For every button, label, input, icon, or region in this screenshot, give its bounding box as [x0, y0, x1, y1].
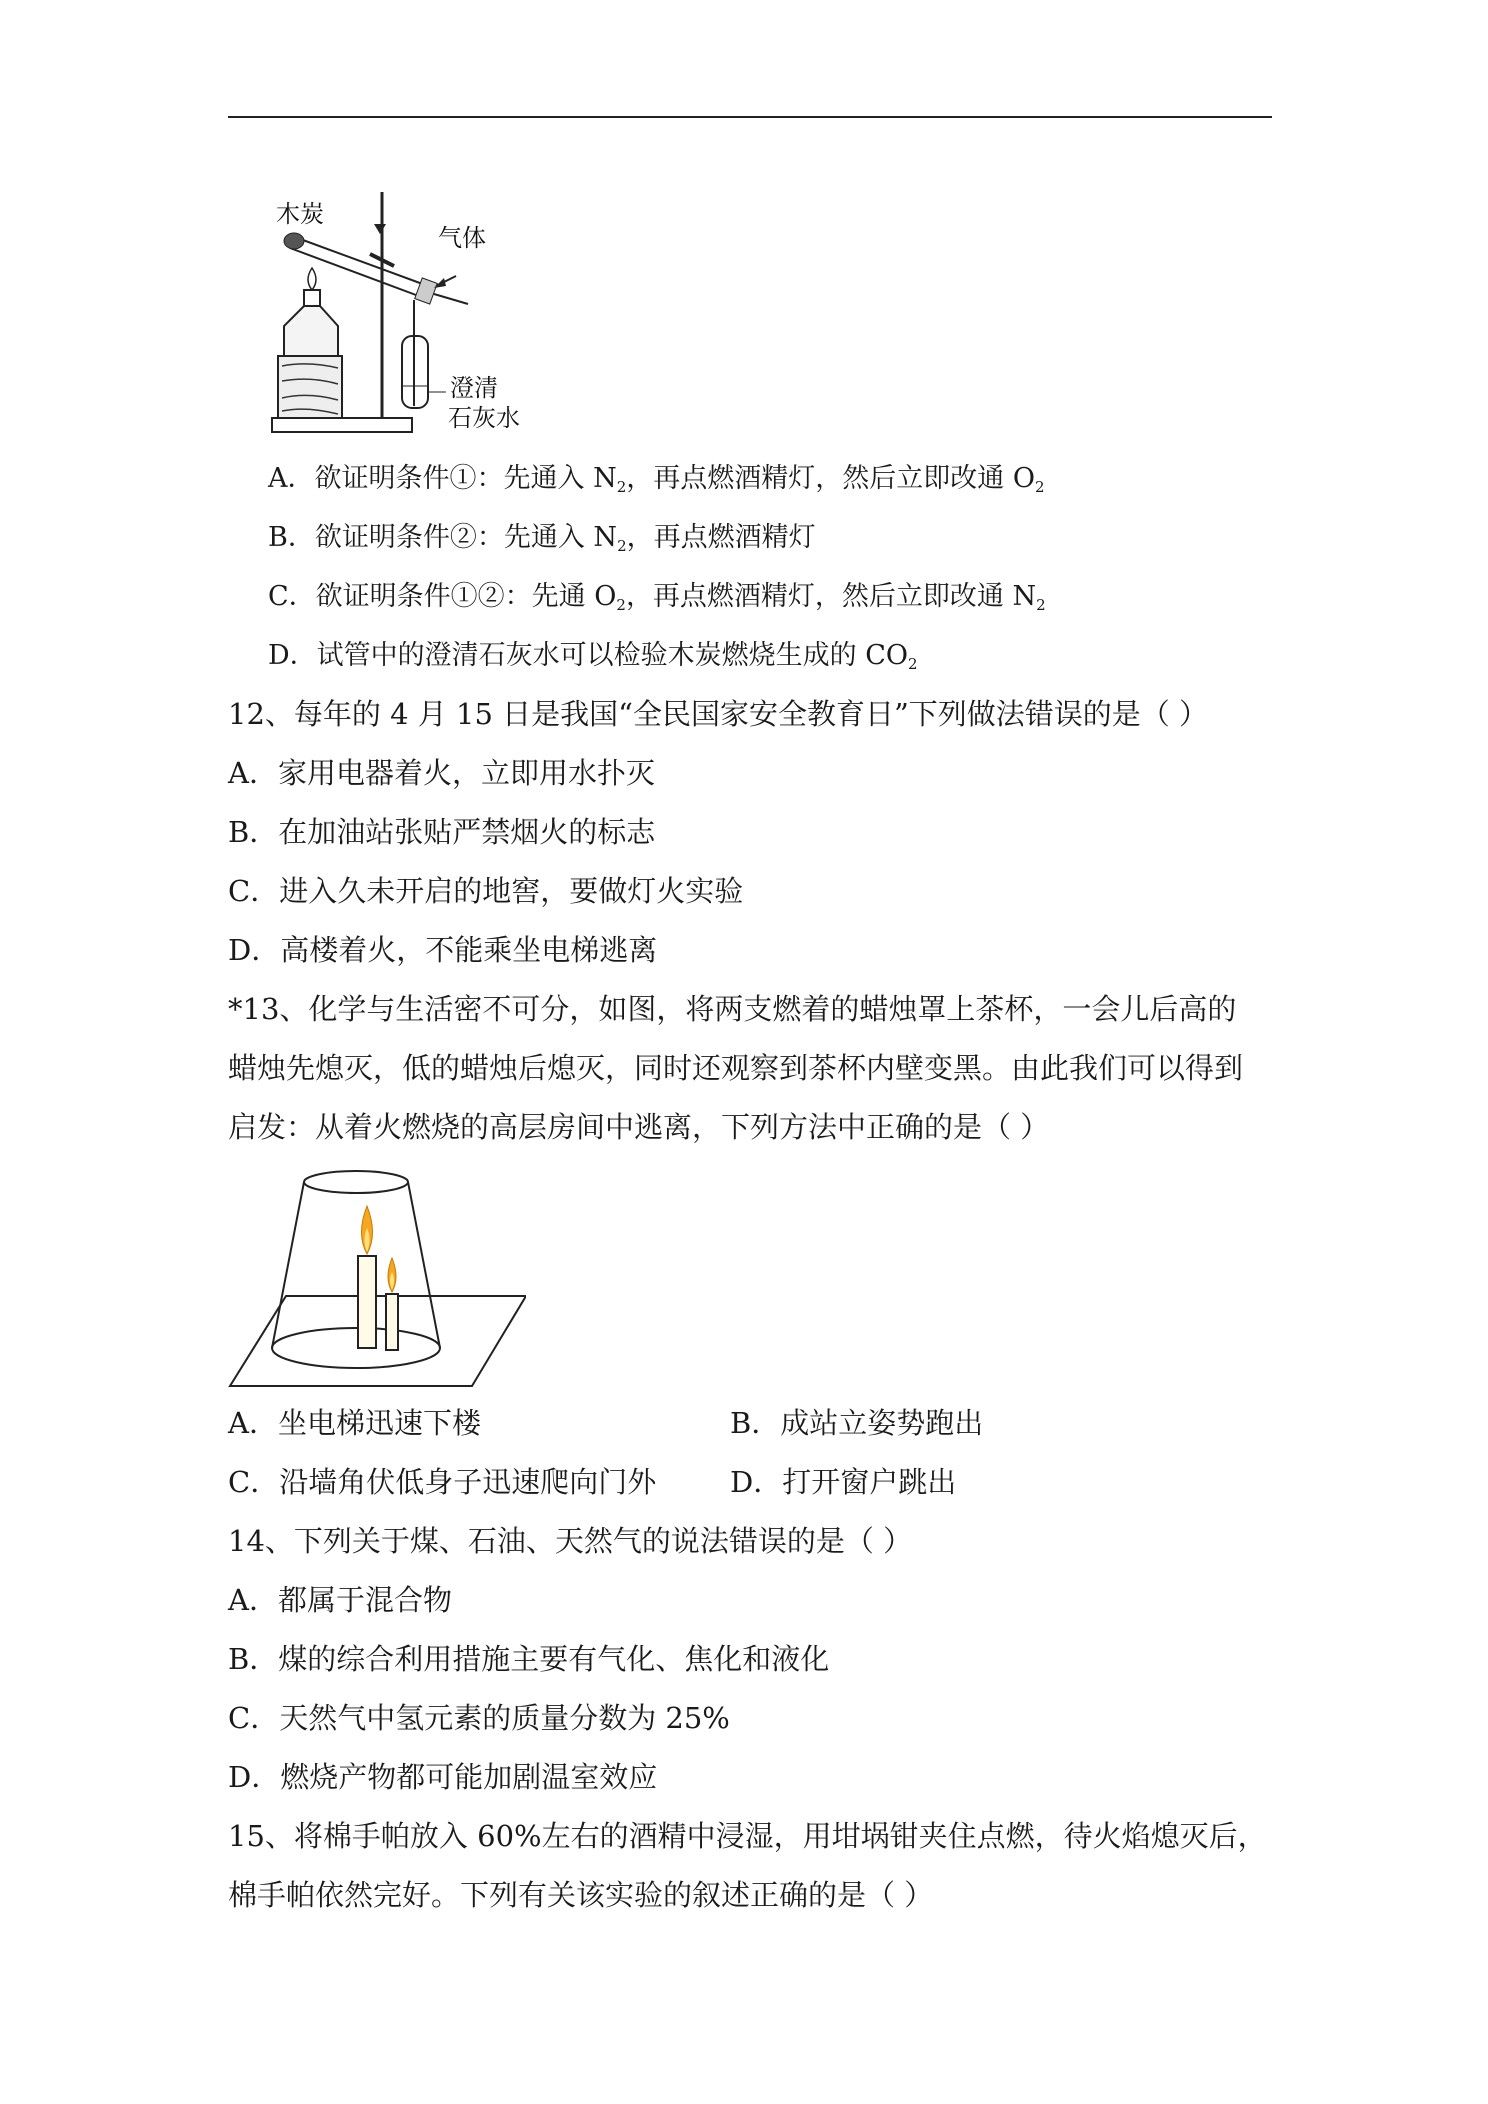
q13-option-c: C．沿墙角伏低身子迅速爬向门外 [228, 1465, 657, 1499]
limewater-label-line1: 澄清 [450, 374, 498, 402]
q12-option-d: D．高楼着火，不能乘坐电梯逃离 [228, 933, 658, 967]
header-rule [228, 116, 1272, 118]
q13-stem-line-3: 启发：从着火燃烧的高层房间中逃离，下列方法中正确的是（ ） [228, 1110, 1050, 1144]
q15-stem-line-1: 15、将棉手帕放入 60%左右的酒精中浸湿，用坩埚钳夹住点燃，待火焰熄灭后， [228, 1819, 1267, 1853]
q13-option-b: B．成站立姿势跑出 [730, 1406, 984, 1440]
q13-option-a: A．坐电梯迅速下楼 [228, 1406, 481, 1440]
q12-option-b: B．在加油站张贴严禁烟火的标志 [228, 815, 656, 849]
q13-option-d: D．打开窗户跳出 [730, 1465, 957, 1499]
charcoal-label: 木炭 [276, 200, 324, 228]
gas-label: 气体 [438, 224, 486, 252]
q14-option-b: B．煤的综合利用措施主要有气化、焦化和液化 [228, 1642, 830, 1676]
q11-option-d: D．试管中的澄清石灰水可以检验木炭燃烧生成的 $CO_2$ [268, 640, 918, 673]
q14-stem: 14、下列关于煤、石油、天然气的说法错误的是（ ） [228, 1524, 913, 1558]
q12-stem: 12、每年的 4 月 15 日是我国“全民国家安全教育日”下列做法错误的是（ ） [228, 697, 1208, 731]
q14-option-a: A．都属于混合物 [228, 1583, 452, 1617]
q11-option-c: C．欲证明条件①②：先通 $O_2$，再点燃酒精灯，然后立即改通 $N_2$ [268, 581, 1046, 614]
q15-stem-line-2: 棉手帕依然完好。下列有关该实验的叙述正确的是（ ） [228, 1878, 934, 1912]
q13-stem-line-2: 蜡烛先熄灭，低的蜡烛后熄灭，同时还观察到茶杯内壁变黑。由此我们可以得到 [228, 1051, 1244, 1085]
q13-stem-line-1: *13、化学与生活密不可分，如图，将两支燃着的蜡烛罩上茶杯，一会儿后高的 [228, 992, 1237, 1026]
q12-option-a: A．家用电器着火，立即用水扑灭 [228, 756, 655, 790]
q11-option-b: B．欲证明条件②：先通入 $N_2$，再点燃酒精灯 [268, 522, 816, 555]
charcoal-combustion-apparatus-figure [268, 186, 568, 442]
q12-option-c: C．进入久未开启的地窖，要做灯火实验 [228, 874, 744, 908]
candles-under-cup-figure [226, 1168, 526, 1390]
q11-option-a: A．欲证明条件①：先通入 $N_2$，再点燃酒精灯，然后立即改通 $O_2$ [268, 463, 1045, 496]
q14-option-c: C．天然气中氢元素的质量分数为 25% [228, 1701, 730, 1735]
q14-option-d: D．燃烧产物都可能加剧温室效应 [228, 1760, 658, 1794]
limewater-label-line2: 石灰水 [448, 404, 520, 432]
